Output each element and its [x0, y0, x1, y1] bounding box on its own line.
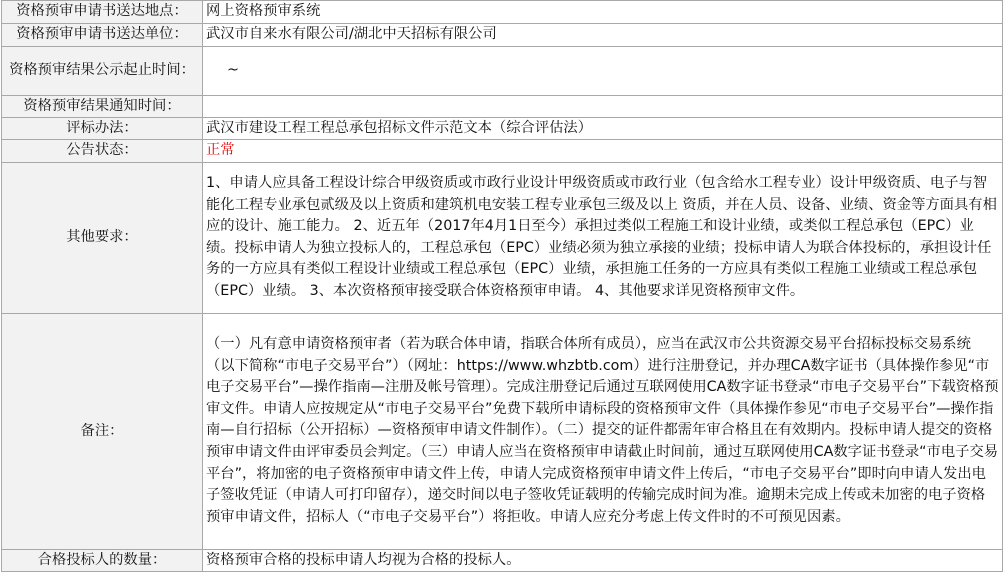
- delivery-unit-value: 武汉市自来水有限公司/湖北中天招标有限公司: [203, 23, 1003, 46]
- remarks-label: 备注：: [2, 313, 203, 549]
- other-requirements-value: 1、申请人应具备工程设计综合甲级资质或市政行业设计甲级资质或市政行业（包含给水工程专业）设计甲级资质、电子与智能化工程专业承包贰级及以上资质和建筑机电安装工程专业承包三级及以上 资质，并在人员、设备、业绩、资金等方面具有相应的设计、施工能力。 2、近五年（2017年4月1日至今）承担过类似工程施工和设计业绩，或类似工程总承包（EPC）业绩。投标申请人为独立投标人的，工程总承包（EPC）业绩必须为独立承接的业绩；投标申请人为联合体投标的，承担设计任务的一方应具有类似工程设计业绩或工程总承包（EPC）业绩，承担施工任务的一方应具有类似工程施工业绩或工程总承包（EPC）业绩。 3、本次资格预审接受联合体资格预审申请。 4、其他要求详见资格预审文件。: [203, 162, 1003, 313]
- table-row: [2, 162, 1003, 313]
- table-row: [2, 95, 1003, 117]
- delivery-unit-label: 资格预审申请书送达单位：: [2, 23, 203, 46]
- evaluation-method-value: 武汉市建设工程工程总承包招标文件示范文本（综合评估法）: [203, 117, 1003, 140]
- table-row: [2, 549, 1003, 572]
- delivery-location-value: 网上资格预审系统: [203, 1, 1003, 24]
- announcement-status-label: 公告状态：: [2, 140, 203, 163]
- notification-time-value: [203, 95, 1003, 117]
- tender-info-table: [1, 0, 1003, 572]
- qualified-bidders-value: 资格预审合格的投标申请人均视为合格的投标人。: [203, 549, 1003, 572]
- table-row: [2, 140, 1003, 163]
- table-row: [2, 313, 1003, 549]
- announcement-status-value: 正常: [203, 140, 1003, 163]
- table-row: [2, 117, 1003, 140]
- delivery-location-label: 资格预审申请书送达地点：: [2, 1, 203, 24]
- table-row: [2, 46, 1003, 95]
- table-row: [2, 1, 1003, 24]
- publicity-period-label: 资格预审结果公示起止时间：: [2, 46, 203, 95]
- qualified-bidders-label: 合格投标人的数量：: [2, 549, 203, 572]
- notification-time-label: 资格预审结果通知时间：: [2, 95, 203, 117]
- evaluation-method-label: 评标办法：: [2, 117, 203, 140]
- publicity-period-value: ~: [203, 46, 1003, 95]
- remarks-value: （一）凡有意申请资格预审者（若为联合体申请，指联合体所有成员），应当在武汉市公共资源交易平台招标投标交易系统（以下简称“市电子交易平台”）（网址：https://www.whzbtb.com）进行注册登记，并办理CA数字证书（具体操作参见“市电子交易平台”—操作指南—注册及帐号管理）。完成注册登记后通过互联网使用CA数字证书登录“市电子交易平台”下载资格预审文件。申请人应按规定从“市电子交易平台”免费下载所申请标段的资格预审文件（具体操作参见“市电子交易平台”—操作指南—自行招标（公开招标）—资格预审申请文件制作）。（二）提交的证件都需年审合格且在有效期内。投标申请人提交的资格预审申请文件由评审委员会判定。（三）申请人应当在资格预审申请截止时间前，通过互联网使用CA数字证书登录“市电子交易平台”，将加密的电子资格预审申请文件上传，申请人完成资格预审申请文件上传后，“市电子交易平台”即时向申请人发出电子签收凭证（申请人可打印留存），递交时间以电子签收凭证载明的传输完成时间为准。逾期未完成上传或未加密的电子资格预审申请文件，招标人（“市电子交易平台”）将拒收。申请人应充分考虑上传文件时的不可预见因素。: [203, 313, 1003, 549]
- other-requirements-label: 其他要求：: [2, 162, 203, 313]
- table-row: [2, 23, 1003, 46]
